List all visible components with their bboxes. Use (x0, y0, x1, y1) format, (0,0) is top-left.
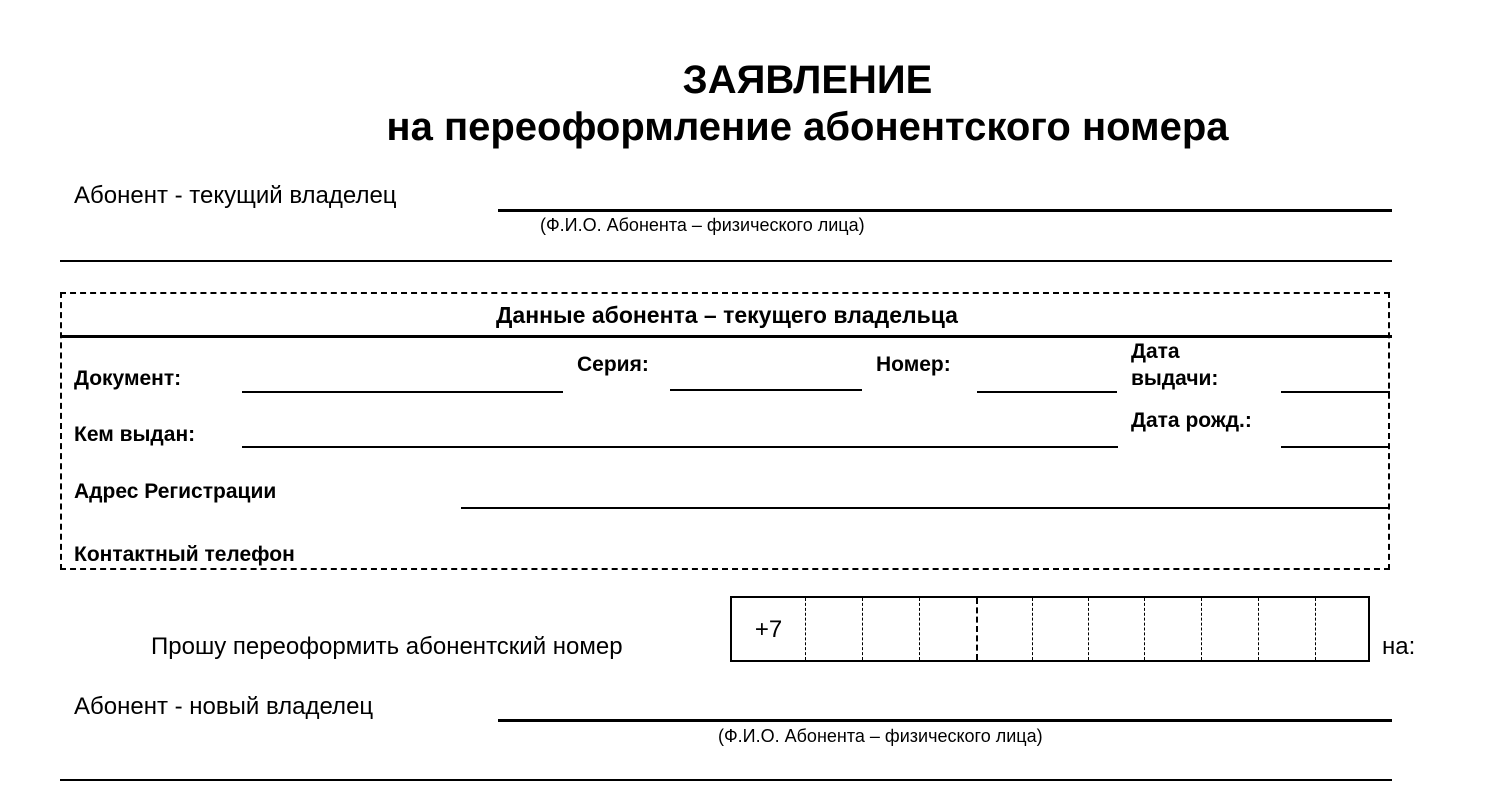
new-owner-name-field[interactable] (498, 719, 1392, 722)
phone-digit-cell[interactable] (1144, 598, 1201, 660)
issue-date-label-line1: Дата (1131, 340, 1180, 363)
new-owner-hint: (Ф.И.О. Абонента – физического лица) (718, 726, 1043, 746)
phone-digit-cell[interactable] (1032, 598, 1088, 660)
birth-date-field[interactable] (1281, 446, 1390, 448)
number-label: Номер: (876, 353, 951, 376)
address-label: Адрес Регистрации (74, 480, 277, 503)
phone-digit-cell[interactable] (1088, 598, 1144, 660)
phone-digit-cell[interactable] (1258, 598, 1315, 660)
series-field[interactable] (670, 389, 862, 391)
form-title: ЗАЯВЛЕНИЕ (682, 58, 933, 102)
issued-by-label: Кем выдан: (74, 423, 196, 446)
phone-digit-cell[interactable] (862, 598, 919, 660)
address-field[interactable] (461, 507, 1390, 509)
phone-digit-cell[interactable] (919, 598, 976, 660)
current-owner-extra-line[interactable] (60, 260, 1392, 262)
owner-data-header-divider (60, 335, 1392, 338)
issued-by-field[interactable] (242, 446, 1118, 448)
phone-digit-cell[interactable] (805, 598, 862, 660)
birth-date-label: Дата рожд.: (1131, 409, 1252, 432)
phone-digit-cell[interactable] (1201, 598, 1258, 660)
form-subtitle: на переоформление абонентского номера (386, 105, 1229, 149)
request-text: Прошу переоформить абонентский номер (151, 633, 623, 660)
phone-digit-cell[interactable] (1315, 598, 1368, 660)
number-field[interactable] (977, 391, 1117, 393)
document-label: Документ: (74, 367, 182, 390)
new-owner-extra-line[interactable] (60, 779, 1392, 781)
current-owner-label: Абонент - текущий владелец (74, 182, 397, 209)
issue-date-label-line2: выдачи: (1131, 367, 1219, 390)
phone-digit-cell[interactable] (976, 598, 1032, 660)
new-owner-label: Абонент - новый владелец (74, 693, 374, 720)
document-field[interactable] (242, 391, 563, 393)
owner-data-header: Данные абонента – текущего владельца (496, 302, 958, 328)
issue-date-field[interactable] (1281, 391, 1390, 393)
series-label: Серия: (577, 353, 649, 376)
request-suffix: на: (1382, 633, 1416, 660)
contact-phone-label: Контактный телефон (74, 543, 295, 566)
current-owner-hint: (Ф.И.О. Абонента – физического лица) (540, 215, 865, 235)
current-owner-name-field[interactable] (498, 209, 1392, 212)
phone-number-field (730, 596, 1370, 662)
phone-prefix: +7 (754, 616, 783, 643)
